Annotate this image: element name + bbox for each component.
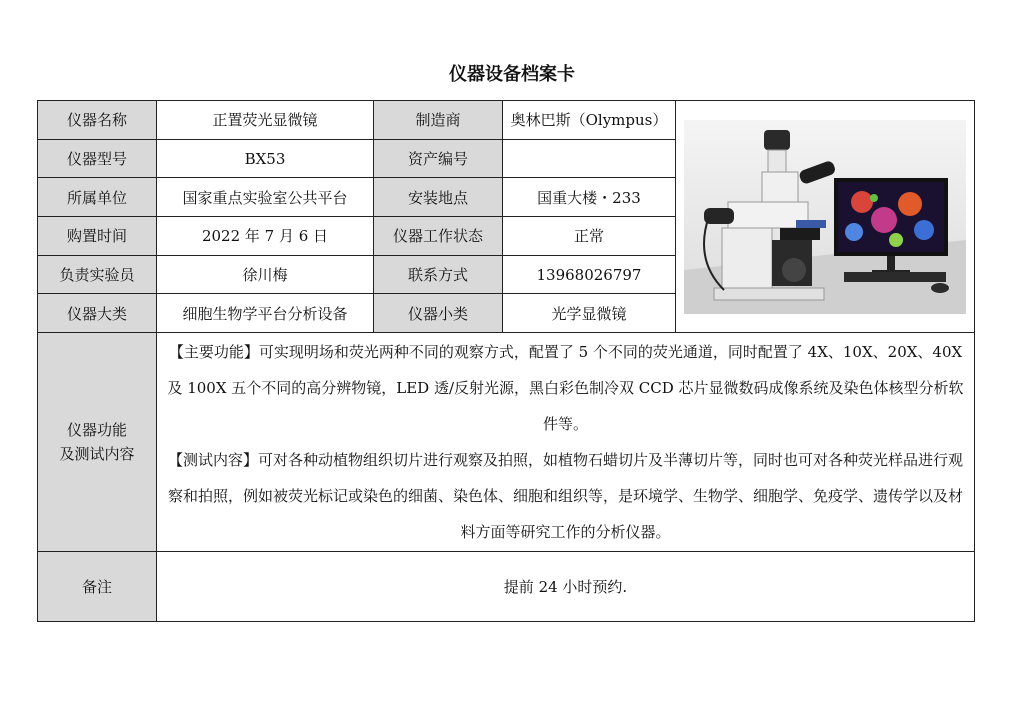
page-title: 仪器设备档案卡	[449, 64, 575, 85]
status-value: 正常	[503, 217, 676, 256]
staff-label: 负责实验员	[38, 255, 157, 294]
row-function	[38, 333, 975, 552]
contact-label: 联系方式	[374, 255, 503, 294]
staff-value: 徐川梅	[157, 255, 374, 294]
test-content-text: 【测试内容】可对各种动植物组织切片进行观察及拍照，如植物石蜡切片及半薄切片等，同时也可对各种荧光样品进行观察和拍照，例如被荧光标记或染色的细菌、染色体、细胞和组织等，是环境学、生物学、细胞学、免疫学、遗传学以及材料方面等研究工作的分析仪器。	[167, 451, 963, 542]
function-content	[157, 333, 975, 552]
note-label: 备注	[38, 552, 157, 622]
location-value: 国重大楼・233	[503, 178, 676, 217]
function-label	[38, 333, 157, 552]
instrument-name-value: 正置荧光显微镜	[157, 101, 374, 140]
microscope-with-monitor-photo	[684, 120, 966, 314]
instrument-photo-cell	[676, 101, 975, 333]
status-label: 仪器工作状态	[374, 217, 503, 256]
function-label-line2: 及测试内容	[59, 445, 135, 464]
unit-value: 国家重点实验室公共平台	[157, 178, 374, 217]
subcategory-label: 仪器小类	[374, 294, 503, 333]
function-label-line1: 仪器功能	[66, 421, 127, 440]
note-text: 提前 24 小时预约.	[157, 552, 975, 622]
main-function-text: 【主要功能】可实现明场和荧光两种不同的观察方式，配置了 5 个不同的荧光通道，同时配置了 4X、10X、20X、40X 及 100X 五个不同的高分辨物镜，LED 透/反射光源，黑白彩色制冷双 CCD 芯片显微数码成像系统及染色体核型分析软件等。	[167, 343, 964, 434]
manufacturer-label: 制造商	[374, 101, 503, 140]
model-label: 仪器型号	[38, 139, 157, 178]
category-label: 仪器大类	[38, 294, 157, 333]
equipment-card-table	[37, 100, 975, 622]
subcategory-value: 光学显微镜	[503, 294, 676, 333]
category-value: 细胞生物学平台分析设备	[157, 294, 374, 333]
purchase-date-label: 购置时间	[38, 217, 157, 256]
unit-label: 所属单位	[38, 178, 157, 217]
row-note	[38, 552, 975, 622]
location-label: 安装地点	[374, 178, 503, 217]
asset-number-label: 资产编号	[374, 139, 503, 178]
model-value: BX53	[157, 139, 374, 178]
manufacturer-value: 奥林巴斯（Olympus）	[503, 101, 676, 140]
purchase-date-value: 2022 年 7 月 6 日	[157, 217, 374, 256]
instrument-name-label: 仪器名称	[38, 101, 157, 140]
asset-number-value	[503, 139, 676, 178]
row-instrument-name	[38, 101, 975, 140]
contact-value: 13968026797	[503, 255, 676, 294]
